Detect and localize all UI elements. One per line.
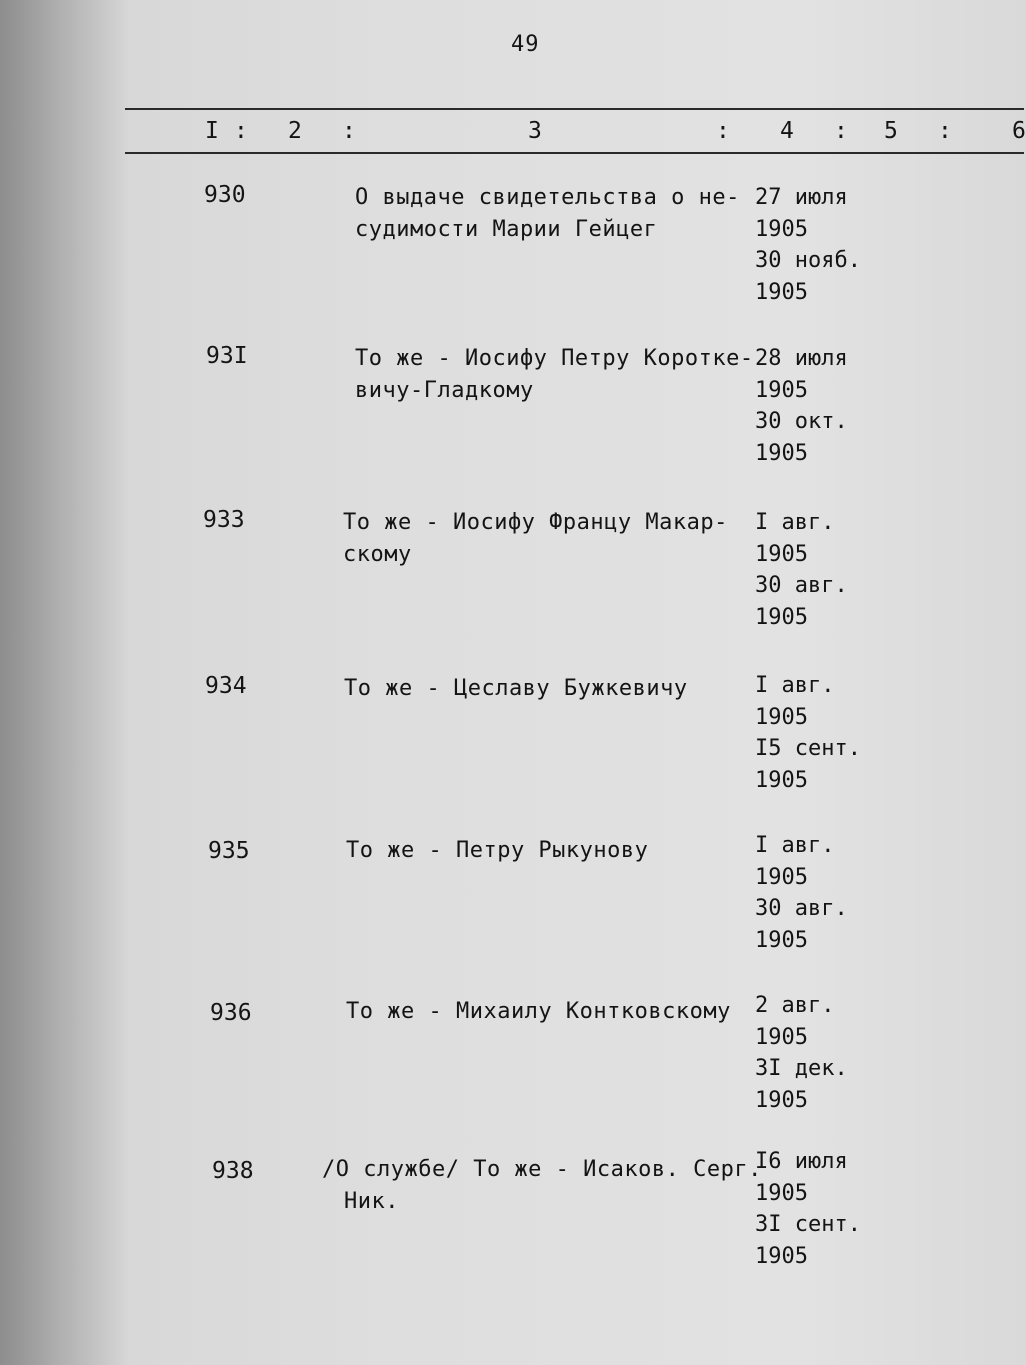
entry-title-line: судимости Марии Гейцег [355,217,658,242]
start-year: 1905 [755,377,808,403]
entry-title [343,507,728,571]
entry-title [322,1154,762,1218]
end-date: 3I дек. [755,1056,848,1081]
entry-number: 935 [208,838,250,864]
start-year: 1905 [755,1024,808,1050]
entry-title-line: вичу-Гладкому [355,378,534,403]
end-date: 30 авг. [755,573,848,598]
header-top-rule [125,108,1024,110]
start-date: 28 июля [755,346,848,371]
page-spine-shadow [0,0,130,1365]
entry-title-line: О выдаче свидетельства о не- [355,185,740,210]
header-bottom-rule [125,152,1024,154]
header-separator: : [716,118,730,144]
entry-number: 938 [212,1158,254,1184]
entry-dates [755,343,848,469]
start-year: 1905 [755,541,808,567]
entry-number: 934 [205,673,247,699]
entry-number: 936 [210,1000,252,1026]
header-col-6: 6 [1012,118,1026,144]
end-date: 30 нояб. [755,248,861,273]
entry-dates [755,182,861,308]
entry-title-line: /О службе/ То же - Исаков. Серг. [322,1157,762,1182]
entry-dates [755,990,848,1116]
start-date: I авг. [755,673,835,698]
end-year: 1905 [755,1243,808,1269]
header-col-2: 2 [288,118,302,144]
header-separator: : [834,118,848,144]
start-year: 1905 [755,1180,808,1206]
start-date: 2 авг. [755,993,835,1018]
entry-title-line: скому [343,542,412,567]
entry-number: 930 [204,182,246,208]
end-year: 1905 [755,1087,808,1113]
entry-title-line: Ник. [344,1189,399,1214]
entry-title [346,835,648,867]
end-year: 1905 [755,440,808,466]
entry-title-line: То же - Петру Рыкунову [346,838,649,863]
header-separator: : [234,118,248,144]
end-year: 1905 [755,767,808,793]
start-date: 27 июля [755,185,848,210]
entry-dates [755,1146,861,1272]
entry-number: 933 [203,507,245,533]
start-year: 1905 [755,864,808,890]
end-year: 1905 [755,279,808,305]
header-col-4: 4 [780,118,794,144]
header-col-3: 3 [528,118,542,144]
start-year: 1905 [755,704,808,730]
end-date: 30 окт. [755,409,848,434]
entry-title-line: То же - Иосифу Петру Коротке- [355,346,754,371]
entry-title [355,182,740,246]
end-year: 1905 [755,604,808,630]
header-separator: : [342,118,356,144]
entry-title-line: То же - Цеславу Бужкевичу [344,676,688,701]
entry-title [355,343,754,407]
entry-title [346,996,731,1028]
start-year: 1905 [755,216,808,242]
header-col-5: 5 [884,118,898,144]
start-date: I авг. [755,510,835,535]
header-separator: : [938,118,952,144]
end-year: 1905 [755,927,808,953]
end-date: I5 сент. [755,736,861,761]
entry-title [344,673,688,705]
entry-title-line: То же - Иосифу Францу Макар- [343,510,728,535]
entry-dates [755,507,848,633]
start-date: I авг. [755,833,835,858]
page-number: 49 [511,32,540,57]
header-col-1: I [205,118,219,144]
start-date: I6 июля [755,1149,848,1174]
entry-dates [755,670,861,796]
entry-dates [755,830,848,956]
end-date: 30 авг. [755,896,848,921]
entry-title-line: То же - Михаилу Контковскому [346,999,731,1024]
entry-number: 93I [206,343,248,369]
end-date: 3I сент. [755,1212,861,1237]
